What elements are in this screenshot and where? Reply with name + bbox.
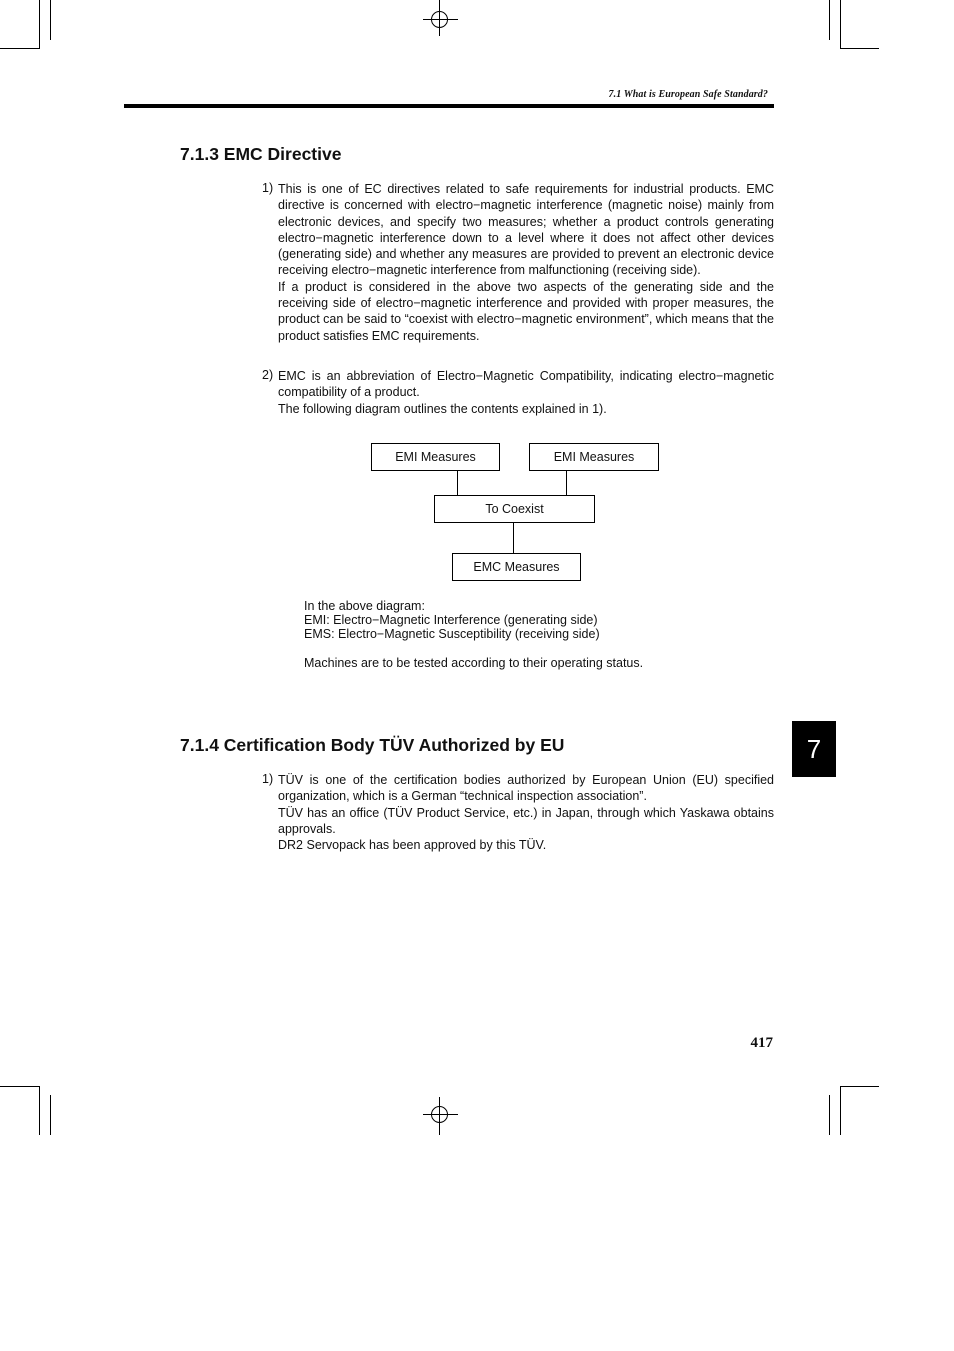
registration-mark-top bbox=[420, 0, 460, 40]
page-number: 417 bbox=[750, 1035, 773, 1051]
diagram-box-emi-left: EMI Measures bbox=[371, 443, 500, 471]
paragraph: TÜV has an office (TÜV Product Service, etc.) in Japan, through which Yaskawa obtains approvals. bbox=[278, 805, 774, 836]
emc-item1-text bbox=[278, 181, 774, 344]
paragraph: If a product is considered in the above two aspects of the generating side and the receiving side of electro−magnetic interference and provided with proper measures, the product can be said to “coexist with electro−magnetic environment”, which means that the product satisfies EMC requirements. bbox=[278, 279, 774, 343]
paragraph: EMC is an abbreviation of Electro−Magnetic Compatibility, indicating electro−magnetic compatibility of a product. bbox=[278, 369, 774, 400]
diagram-note: Machines are to be tested according to their operating status. bbox=[304, 656, 644, 670]
header-rule bbox=[124, 104, 774, 108]
paragraph: DR2 Servopack has been approved by this TÜV. bbox=[278, 838, 547, 853]
diagram-note: In the above diagram: bbox=[304, 599, 425, 613]
diagram-note: EMI: Electro−Magnetic Interference (generating side) bbox=[304, 613, 598, 627]
paragraph: The following diagram outlines the contents explained in 1). bbox=[278, 401, 607, 416]
diagram-box-to-coexist: To Coexist bbox=[434, 495, 595, 523]
running-header: 7.1 What is European Safe Standard? bbox=[608, 89, 768, 100]
item-number: 2) bbox=[262, 368, 274, 382]
diagram-box-emi-right: EMI Measures bbox=[529, 443, 659, 471]
diagram-connector bbox=[513, 523, 514, 553]
section-title-emc-directive: 7.1.3 EMC Directive bbox=[180, 144, 342, 164]
item-number: 1) bbox=[262, 772, 274, 786]
diagram-connector bbox=[457, 471, 458, 495]
chapter-tab: 7 bbox=[792, 721, 836, 777]
registration-mark-bottom bbox=[420, 1095, 460, 1135]
paragraph: This is one of EC directives related to safe requirements for industrial products. EMC directive is concerned with electro−magnetic interference (magnetic noise) mainly from electronic devices, and specify two measures; whether a product controls generating electro−magnetic interference down to a level where it does not affect other devices (generating side) and whether any measures are provided to prevent an electronic device receiving electro−magnetic interference from malfunctioning (receiving side). bbox=[278, 182, 774, 278]
tuv-item1-text bbox=[278, 772, 774, 853]
item-number: 1) bbox=[262, 181, 274, 195]
diagram-connector bbox=[566, 471, 567, 495]
diagram-box-emc-measures: EMC Measures bbox=[452, 553, 581, 581]
section-title-certification-body: 7.1.4 Certification Body TÜV Authorized by EU bbox=[180, 735, 565, 755]
paragraph: TÜV is one of the certification bodies authorized by European Union (EU) specified organization, which is a German “technical inspection association”. bbox=[278, 773, 774, 804]
emc-item2-text bbox=[278, 368, 774, 417]
diagram-note: EMS: Electro−Magnetic Susceptibility (receiving side) bbox=[304, 627, 600, 641]
